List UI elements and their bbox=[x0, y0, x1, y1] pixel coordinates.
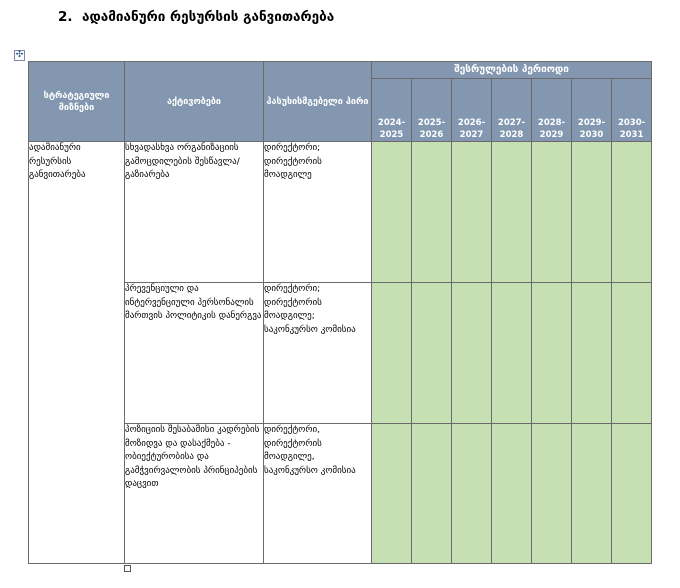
year-header: 2026-2027 bbox=[452, 79, 492, 142]
table-resize-handle[interactable] bbox=[124, 565, 131, 572]
year-header: 2024-2025 bbox=[372, 79, 412, 142]
header-activities: აქტივობები bbox=[125, 62, 264, 142]
period-cell bbox=[572, 283, 612, 424]
period-cell bbox=[492, 142, 532, 283]
period-cell bbox=[532, 283, 572, 424]
section-heading bbox=[58, 9, 334, 25]
year-header: 2030-2031 bbox=[612, 79, 652, 142]
table-row bbox=[29, 142, 652, 283]
period-cell bbox=[572, 142, 612, 283]
activity-cell: სხვადასხვა ორგანიზაციის გამოცდილების შესწავლა/გაზიარება bbox=[125, 142, 264, 283]
responsible-cell: დირექტორი; დირექტორის მოადგილე bbox=[264, 142, 372, 283]
period-cell bbox=[532, 424, 572, 564]
responsible-cell: დირექტორი, დირექტორის მოადგილე, საკონკურსო კომისია bbox=[264, 424, 372, 564]
year-header: 2025-2026 bbox=[412, 79, 452, 142]
year-header: 2029-2030 bbox=[572, 79, 612, 142]
period-cell bbox=[372, 424, 412, 564]
strategy-table bbox=[28, 61, 652, 564]
period-cell bbox=[372, 283, 412, 424]
section-title: ადამიანური რესურსის განვითარება bbox=[82, 9, 335, 25]
period-cell bbox=[452, 424, 492, 564]
activity-cell: პოზიციის შესაბამისი კადრების მოზიდვა და დასაქმება - ობიექტურობისა და გამჭვირვალობის პრინციპების დაცვით bbox=[125, 424, 264, 564]
period-cell bbox=[412, 142, 452, 283]
year-header: 2027-2028 bbox=[492, 79, 532, 142]
period-cell bbox=[412, 283, 452, 424]
year-header: 2028-2029 bbox=[532, 79, 572, 142]
period-cell bbox=[452, 142, 492, 283]
header-responsible: პასუხისმგებელი პირი bbox=[264, 62, 372, 142]
activity-cell: პრევენციული და ინტერვენციული პერსონალის მართვის პოლიტიკის დანერგვა bbox=[125, 283, 264, 424]
header-goals: სტრატეგიული მიზნები bbox=[29, 62, 125, 142]
period-cell bbox=[572, 424, 612, 564]
period-cell bbox=[412, 424, 452, 564]
goal-cell: ადამიანური რესურსის განვითარება bbox=[29, 142, 125, 564]
period-cell bbox=[612, 424, 652, 564]
table-move-handle-icon[interactable]: ✣ bbox=[15, 50, 24, 60]
header-period: შესრულების პერიოდი bbox=[372, 62, 652, 79]
responsible-cell: დირექტორი; დირექტორის მოადგილე; საკონკურსო კომისია bbox=[264, 283, 372, 424]
period-cell bbox=[492, 283, 532, 424]
period-cell bbox=[492, 424, 532, 564]
period-cell bbox=[612, 283, 652, 424]
section-number: 2. bbox=[58, 9, 73, 25]
period-cell bbox=[532, 142, 572, 283]
period-cell bbox=[372, 142, 412, 283]
period-cell bbox=[452, 283, 492, 424]
period-cell bbox=[612, 142, 652, 283]
